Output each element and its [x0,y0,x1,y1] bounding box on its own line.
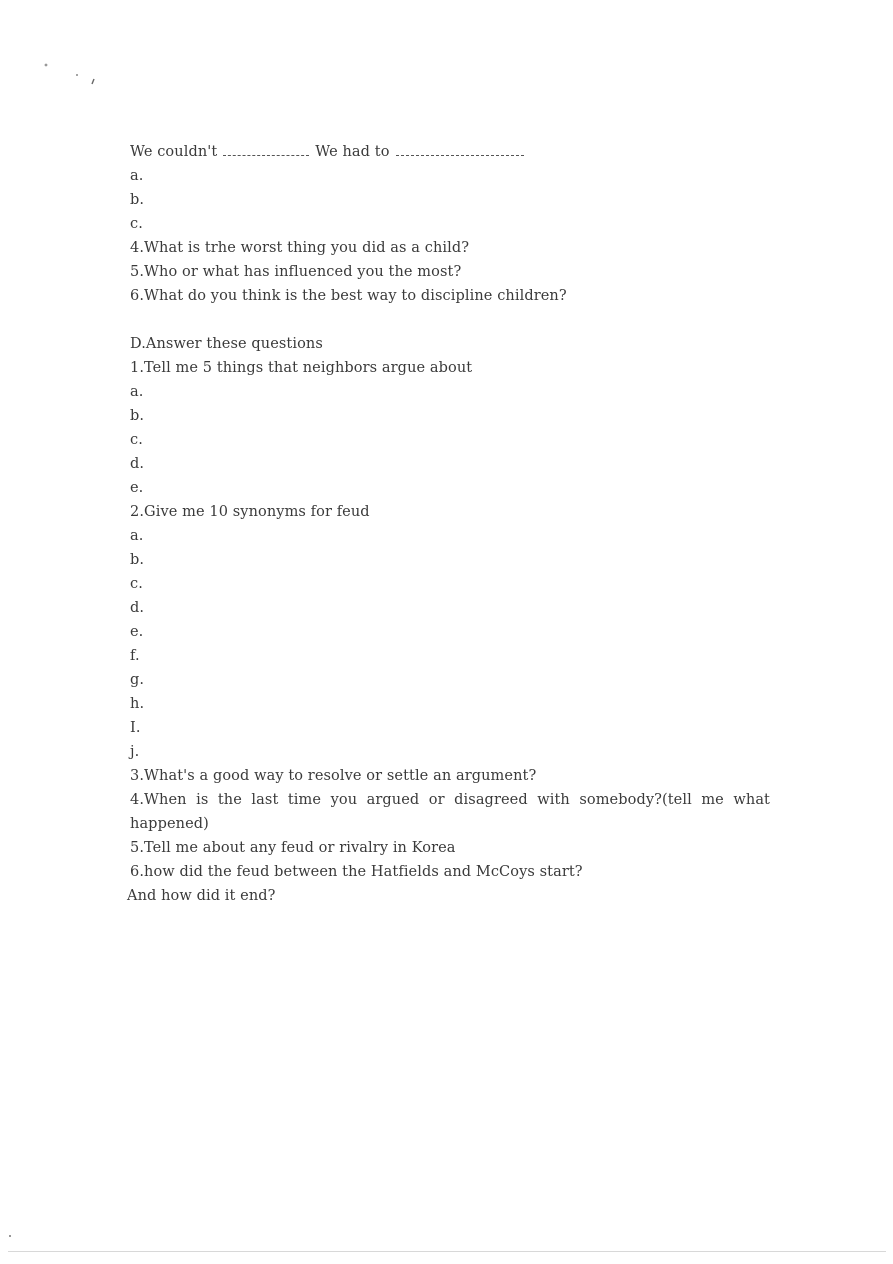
list-item: b. [130,192,145,208]
blank-line [396,145,524,156]
speck [76,74,78,76]
speck [45,64,48,67]
question: 6.What do you think is the best way to discipline children? [130,288,567,304]
section-heading: D.Answer these questions [130,336,323,352]
fill-in-line [130,140,770,164]
question: 5.Who or what has influenced you the most? [130,264,462,280]
list-item: b. [130,552,145,568]
list-item: e. [130,480,144,496]
list-item: c. [130,216,143,232]
list-item: f. [130,648,140,664]
page-bottom-edge [8,1251,886,1252]
list-item: h. [130,696,145,712]
list-item: a. [130,384,144,400]
list-item: c. [130,432,143,448]
fill-in-part1: We couldn't [130,144,218,160]
question: 6.how did the feud between the Hatfields and McCoys start? [130,864,583,880]
speck [92,79,94,84]
list-item: I. [130,720,141,736]
question: 3.What's a good way to resolve or settle an argument? [130,768,537,784]
worksheet-content [127,140,770,908]
question: 4.What is trhe worst thing you did as a child? [130,240,470,256]
question-followup: And how did it end? [127,888,276,904]
spacer [130,308,770,332]
question: 1.Tell me 5 things that neighbors argue about [130,360,473,376]
speck [9,1235,11,1237]
question: 5.Tell me about any feud or rivalry in Korea [130,840,456,856]
list-item: c. [130,576,143,592]
list-item: a. [130,528,144,544]
fill-in-part2: We had to [315,144,390,160]
list-item: a. [130,168,144,184]
list-item: e. [130,624,144,640]
list-item: j. [130,744,140,760]
list-item: d. [130,600,145,616]
list-item: b. [130,408,145,424]
question: 2.Give me 10 synonyms for feud [130,504,370,520]
question: 4.When is the last time you argued or disagreed with somebody?(tell me what happened) [130,792,770,832]
list-item: d. [130,456,145,472]
blank-line [223,145,309,156]
list-item: g. [130,672,145,688]
